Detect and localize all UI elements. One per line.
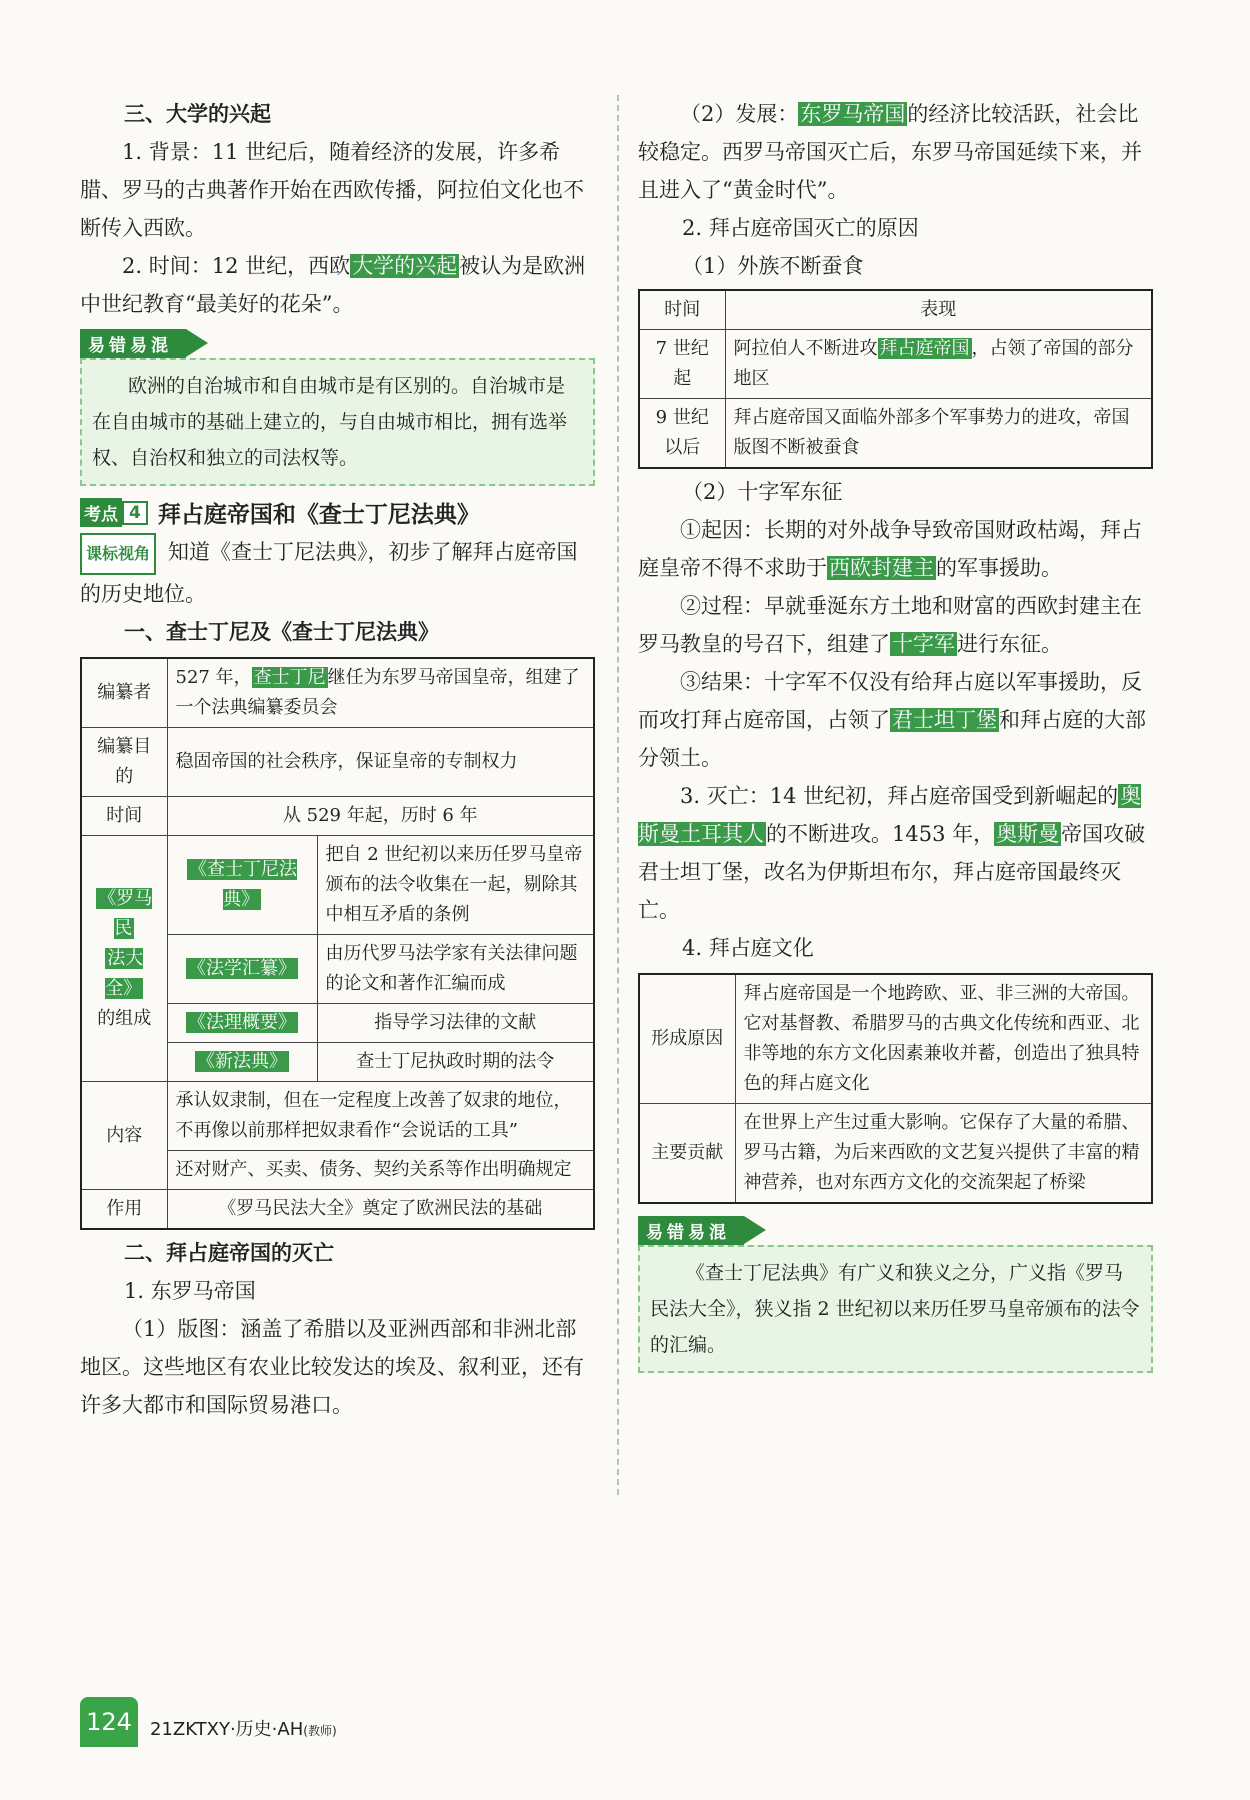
table-cell: 《罗马民法大全》奠定了欧洲民法的基础 bbox=[167, 1190, 594, 1230]
page-footer bbox=[80, 1697, 337, 1747]
left-column bbox=[80, 95, 595, 1424]
right-column bbox=[638, 95, 1153, 1383]
paragraph-process: ②过程：早就垂涎东方土地和财富的西欧封建主在罗马教皇的号召下，组建了十字军进行东征。 bbox=[638, 594, 1142, 656]
table-cell: 把自 2 世纪初以来历任罗马皇帝颁布的法令收集在一起，剔除其中相互矛盾的条例 bbox=[317, 836, 594, 935]
table-header-cell: 作用 bbox=[81, 1190, 167, 1230]
table-header-cell: 表现 bbox=[725, 290, 1152, 330]
table-cell: 由历代罗马法学家有关法律问题的论文和著作汇编而成 bbox=[317, 935, 594, 1004]
topic-number: 4 bbox=[122, 501, 148, 525]
table-cell: 拜占庭帝国又面临外部多个军事势力的进攻，帝国版图不断被蚕食 bbox=[725, 399, 1152, 469]
table-cell: 拜占庭帝国是一个地跨欧、亚、非三洲的大帝国。它对基督教、希腊罗马的古典文化传统和西亚、北非等地的东方文化因素兼收并蓄，创造出了独具特色的拜占庭文化 bbox=[735, 974, 1152, 1104]
table-cell: 《法理概要》 bbox=[167, 1004, 317, 1043]
paragraph-development: （2）发展：东罗马帝国的经济比较活跃，社会比较稳定。西罗马帝国灭亡后，东罗马帝国延续下来，并且进入了“黄金时代”。 bbox=[638, 102, 1142, 202]
subsection-heading: 二、拜占庭帝国的灭亡 bbox=[124, 1241, 334, 1265]
easy-mistake-text: 《查士丁尼法典》有广义和狭义之分，广义指《罗马民法大全》，狭义指 2 世纪初以来历任罗马皇帝颁布的法令的汇编。 bbox=[638, 1245, 1153, 1373]
justinian-table bbox=[80, 657, 595, 1230]
table-header-cell: 主要贡献 bbox=[639, 1104, 735, 1204]
table-cell: 承认奴隶制，但在一定程度上改善了奴隶的地位，不再像以前那样把奴隶看作“会说话的工具” bbox=[167, 1082, 594, 1151]
table-cell: 《查士丁尼法典》 bbox=[167, 836, 317, 935]
table-header-cell: 时间 bbox=[639, 290, 725, 330]
paragraph-time: 2. 时间：12 世纪，西欧大学的兴起被认为是欧洲中世纪教育“最美好的花朵”。 bbox=[80, 254, 586, 316]
table-header-cell: 编纂者 bbox=[81, 658, 167, 728]
column-divider bbox=[617, 95, 619, 1495]
highlight-term: 大学的兴起 bbox=[352, 254, 458, 278]
section-heading: 三、大学的兴起 bbox=[124, 102, 271, 126]
table-cell: 从 529 年起，历时 6 年 bbox=[167, 797, 594, 836]
paragraph-result: ③结果：十字军不仅没有给拜占庭以军事援助，反而攻打拜占庭帝国，占领了君士坦丁堡和拜占庭的大部分领土。 bbox=[638, 670, 1146, 770]
table-cell: 稳固帝国的社会秩序，保证皇帝的专制权力 bbox=[167, 728, 594, 797]
table-header-cell: 编纂目的 bbox=[81, 728, 167, 797]
paragraph-fall: 3. 灭亡：14 世纪初，拜占庭帝国受到新崛起的奥斯曼土耳其人的不断进攻。1453 年，奥斯曼帝国攻破君士坦丁堡，改名为伊斯坦布尔，拜占庭帝国最终灭亡。 bbox=[638, 784, 1146, 922]
paragraph-territory: （1）版图：涵盖了希腊以及亚洲西部和非洲北部地区。这些地区有农业比较发达的埃及、叙利亚，还有许多大都市和国际贸易港口。 bbox=[80, 1317, 584, 1417]
paragraph-heading: 4. 拜占庭文化 bbox=[682, 936, 814, 960]
subsection-heading: 一、查士丁尼及《查士丁尼法典》 bbox=[124, 620, 439, 644]
culture-table bbox=[638, 973, 1153, 1204]
table-header-cell: 《罗马民 法大全》 的组成 bbox=[81, 836, 167, 1082]
curriculum-label: 课标视角 bbox=[80, 533, 156, 575]
table-cell: 查士丁尼执政时期的法令 bbox=[317, 1043, 594, 1082]
topic-title: 拜占庭帝国和《查士丁尼法典》 bbox=[157, 502, 480, 528]
easy-mistake-block bbox=[80, 329, 595, 486]
paragraph-cause: ①起因：长期的对外战争导致帝国财政枯竭，拜占庭皇帝不得不求助于西欧封建主的军事援助。 bbox=[638, 518, 1142, 580]
book-code: 21ZKTXY·历史·AH(教师) bbox=[150, 1719, 337, 1740]
paragraph-subheading: （1）外族不断蚕食 bbox=[682, 254, 864, 278]
table-cell: 527 年， 查士丁尼 继任为东罗马帝国皇帝，组建了一个法典编纂委员会 bbox=[167, 658, 594, 728]
table-header-cell: 形成原因 bbox=[639, 974, 735, 1104]
topic-heading bbox=[80, 496, 595, 529]
table-cell: 阿拉伯人不断进攻 拜占庭帝国 ，占领了帝国的部分地区 bbox=[725, 330, 1152, 399]
curriculum-note: 课标视角 知道《查士丁尼法典》，初步了解拜占庭帝国的历史地位。 bbox=[80, 533, 595, 613]
paragraph-heading: 2. 拜占庭帝国灭亡的原因 bbox=[682, 216, 919, 240]
table-cell: 还对财产、买卖、债务、契约关系等作出明确规定 bbox=[167, 1151, 594, 1190]
paragraph-east-rome: 1. 东罗马帝国 bbox=[124, 1279, 256, 1303]
page-number: 124 bbox=[80, 1697, 138, 1747]
invasion-table bbox=[638, 289, 1153, 469]
paragraph-background: 1. 背景：11 世纪后，随着经济的发展，许多希腊、罗马的古典著作开始在西欧传播，阿拉伯文化也不断传入西欧。 bbox=[80, 140, 584, 240]
easy-mistake-text: 欧洲的自治城市和自由城市是有区别的。自治城市是在自由城市的基础上建立的，与自由城市相比，拥有选举权、自治权和独立的司法权等。 bbox=[80, 358, 595, 486]
table-cell: 在世界上产生过重大影响。它保存了大量的希腊、罗马古籍，为后来西欧的文艺复兴提供了丰富的精神营养，也对东西方文化的交流架起了桥梁 bbox=[735, 1104, 1152, 1204]
easy-mistake-label: 易错易混 bbox=[638, 1216, 744, 1245]
easy-mistake-label: 易错易混 bbox=[80, 329, 186, 358]
topic-tag: 考点 bbox=[80, 498, 122, 527]
paragraph-subheading: （2）十字军东征 bbox=[682, 480, 843, 504]
table-header-cell: 时间 bbox=[81, 797, 167, 836]
table-cell: 9 世纪以后 bbox=[639, 399, 725, 469]
easy-mistake-block bbox=[638, 1216, 1153, 1373]
table-header-cell: 内容 bbox=[81, 1082, 167, 1190]
table-cell: 《新法典》 bbox=[167, 1043, 317, 1082]
table-cell: 《法学汇纂》 bbox=[167, 935, 317, 1004]
table-cell: 指导学习法律的文献 bbox=[317, 1004, 594, 1043]
table-cell: 7 世纪起 bbox=[639, 330, 725, 399]
